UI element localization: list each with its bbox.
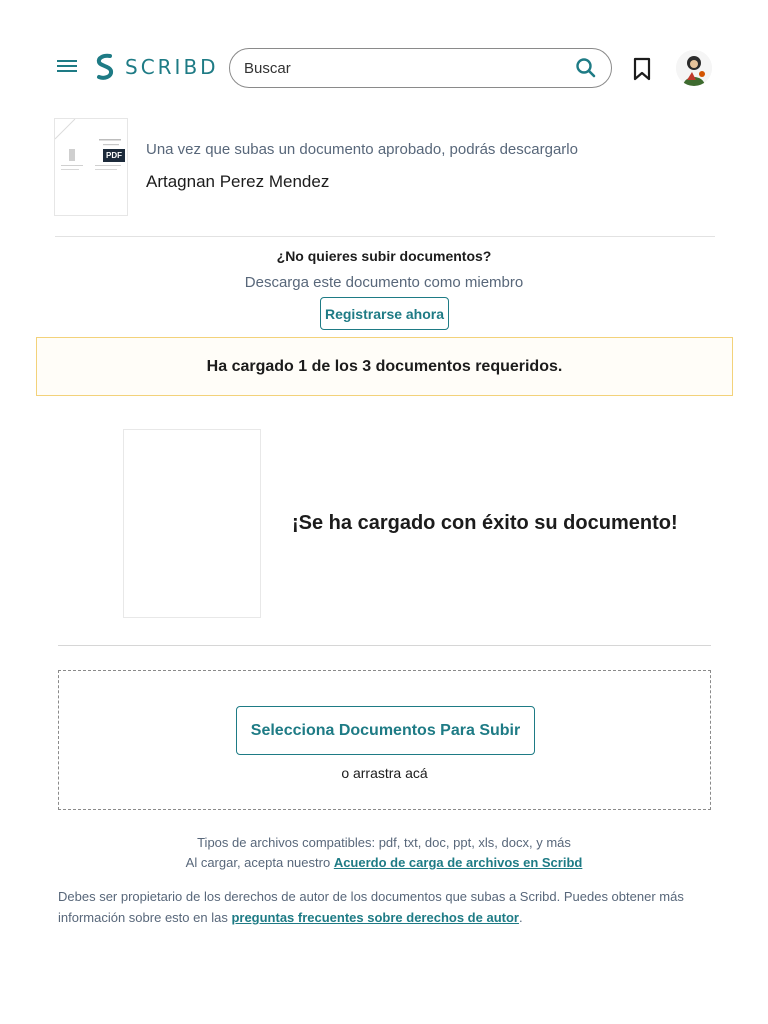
copyright-end: . [518,910,523,925]
no-upload-question: ¿No quieres subir documentos? [276,248,492,264]
search-input[interactable] [244,60,575,77]
hamburger-menu-icon[interactable] [57,58,79,78]
upload-agreement-link[interactable]: Acuerdo de carga de archivos en Scribd [333,855,583,870]
copyright-faq-link[interactable]: preguntas frecuentes sobre derechos de autor [231,910,519,925]
avatar-image-icon [676,50,712,86]
file-dropzone[interactable] [58,670,711,810]
section-divider [55,236,715,237]
top-header [0,0,768,118]
search-icon[interactable] [575,57,597,79]
download-as-member-text: Descarga este documento como miembro [244,274,524,291]
document-thumbnail [54,118,128,216]
register-now-button[interactable]: Registrarse ahora [320,297,449,330]
agreement-prefix: Al cargar, acepta nuestro [185,855,334,870]
select-documents-button[interactable]: Selecciona Documentos Para Subir [236,706,535,755]
drag-here-hint: o arrastra acá [341,765,428,781]
copyright-notice [58,886,718,928]
pdf-badge: PDF [103,149,125,162]
upload-progress-banner [36,337,733,396]
scribd-logo-mark-icon [93,52,117,82]
supported-file-types: Tipos de archivos compatibles: pdf, txt, doc, ppt, xls, docx, y más [197,835,571,850]
document-author: Artagnan Perez Mendez [146,172,330,191]
copyright-text: Debes ser propietario de los derechos de autor de los documentos que subas a Scribd. Puedes obtener más información sobre esto en las [58,889,684,925]
section-divider [58,645,711,646]
search-bar[interactable] [229,48,612,88]
document-description: Una vez que subas un documento aprobado, podrás descargarlo [146,141,578,158]
upload-progress-text: Ha cargado 1 de los 3 documentos requeridos. [206,357,563,375]
upload-success-message: ¡Se ha cargado con éxito su documento! [292,512,678,534]
document-preview-icon [55,119,128,216]
logo-text: SCRIBD [125,55,219,79]
bookmark-icon[interactable] [631,57,653,81]
user-avatar[interactable] [676,50,712,86]
upload-agreement-line [0,855,768,870]
scribd-logo[interactable] [93,52,219,82]
uploaded-document-thumbnail [123,429,261,618]
